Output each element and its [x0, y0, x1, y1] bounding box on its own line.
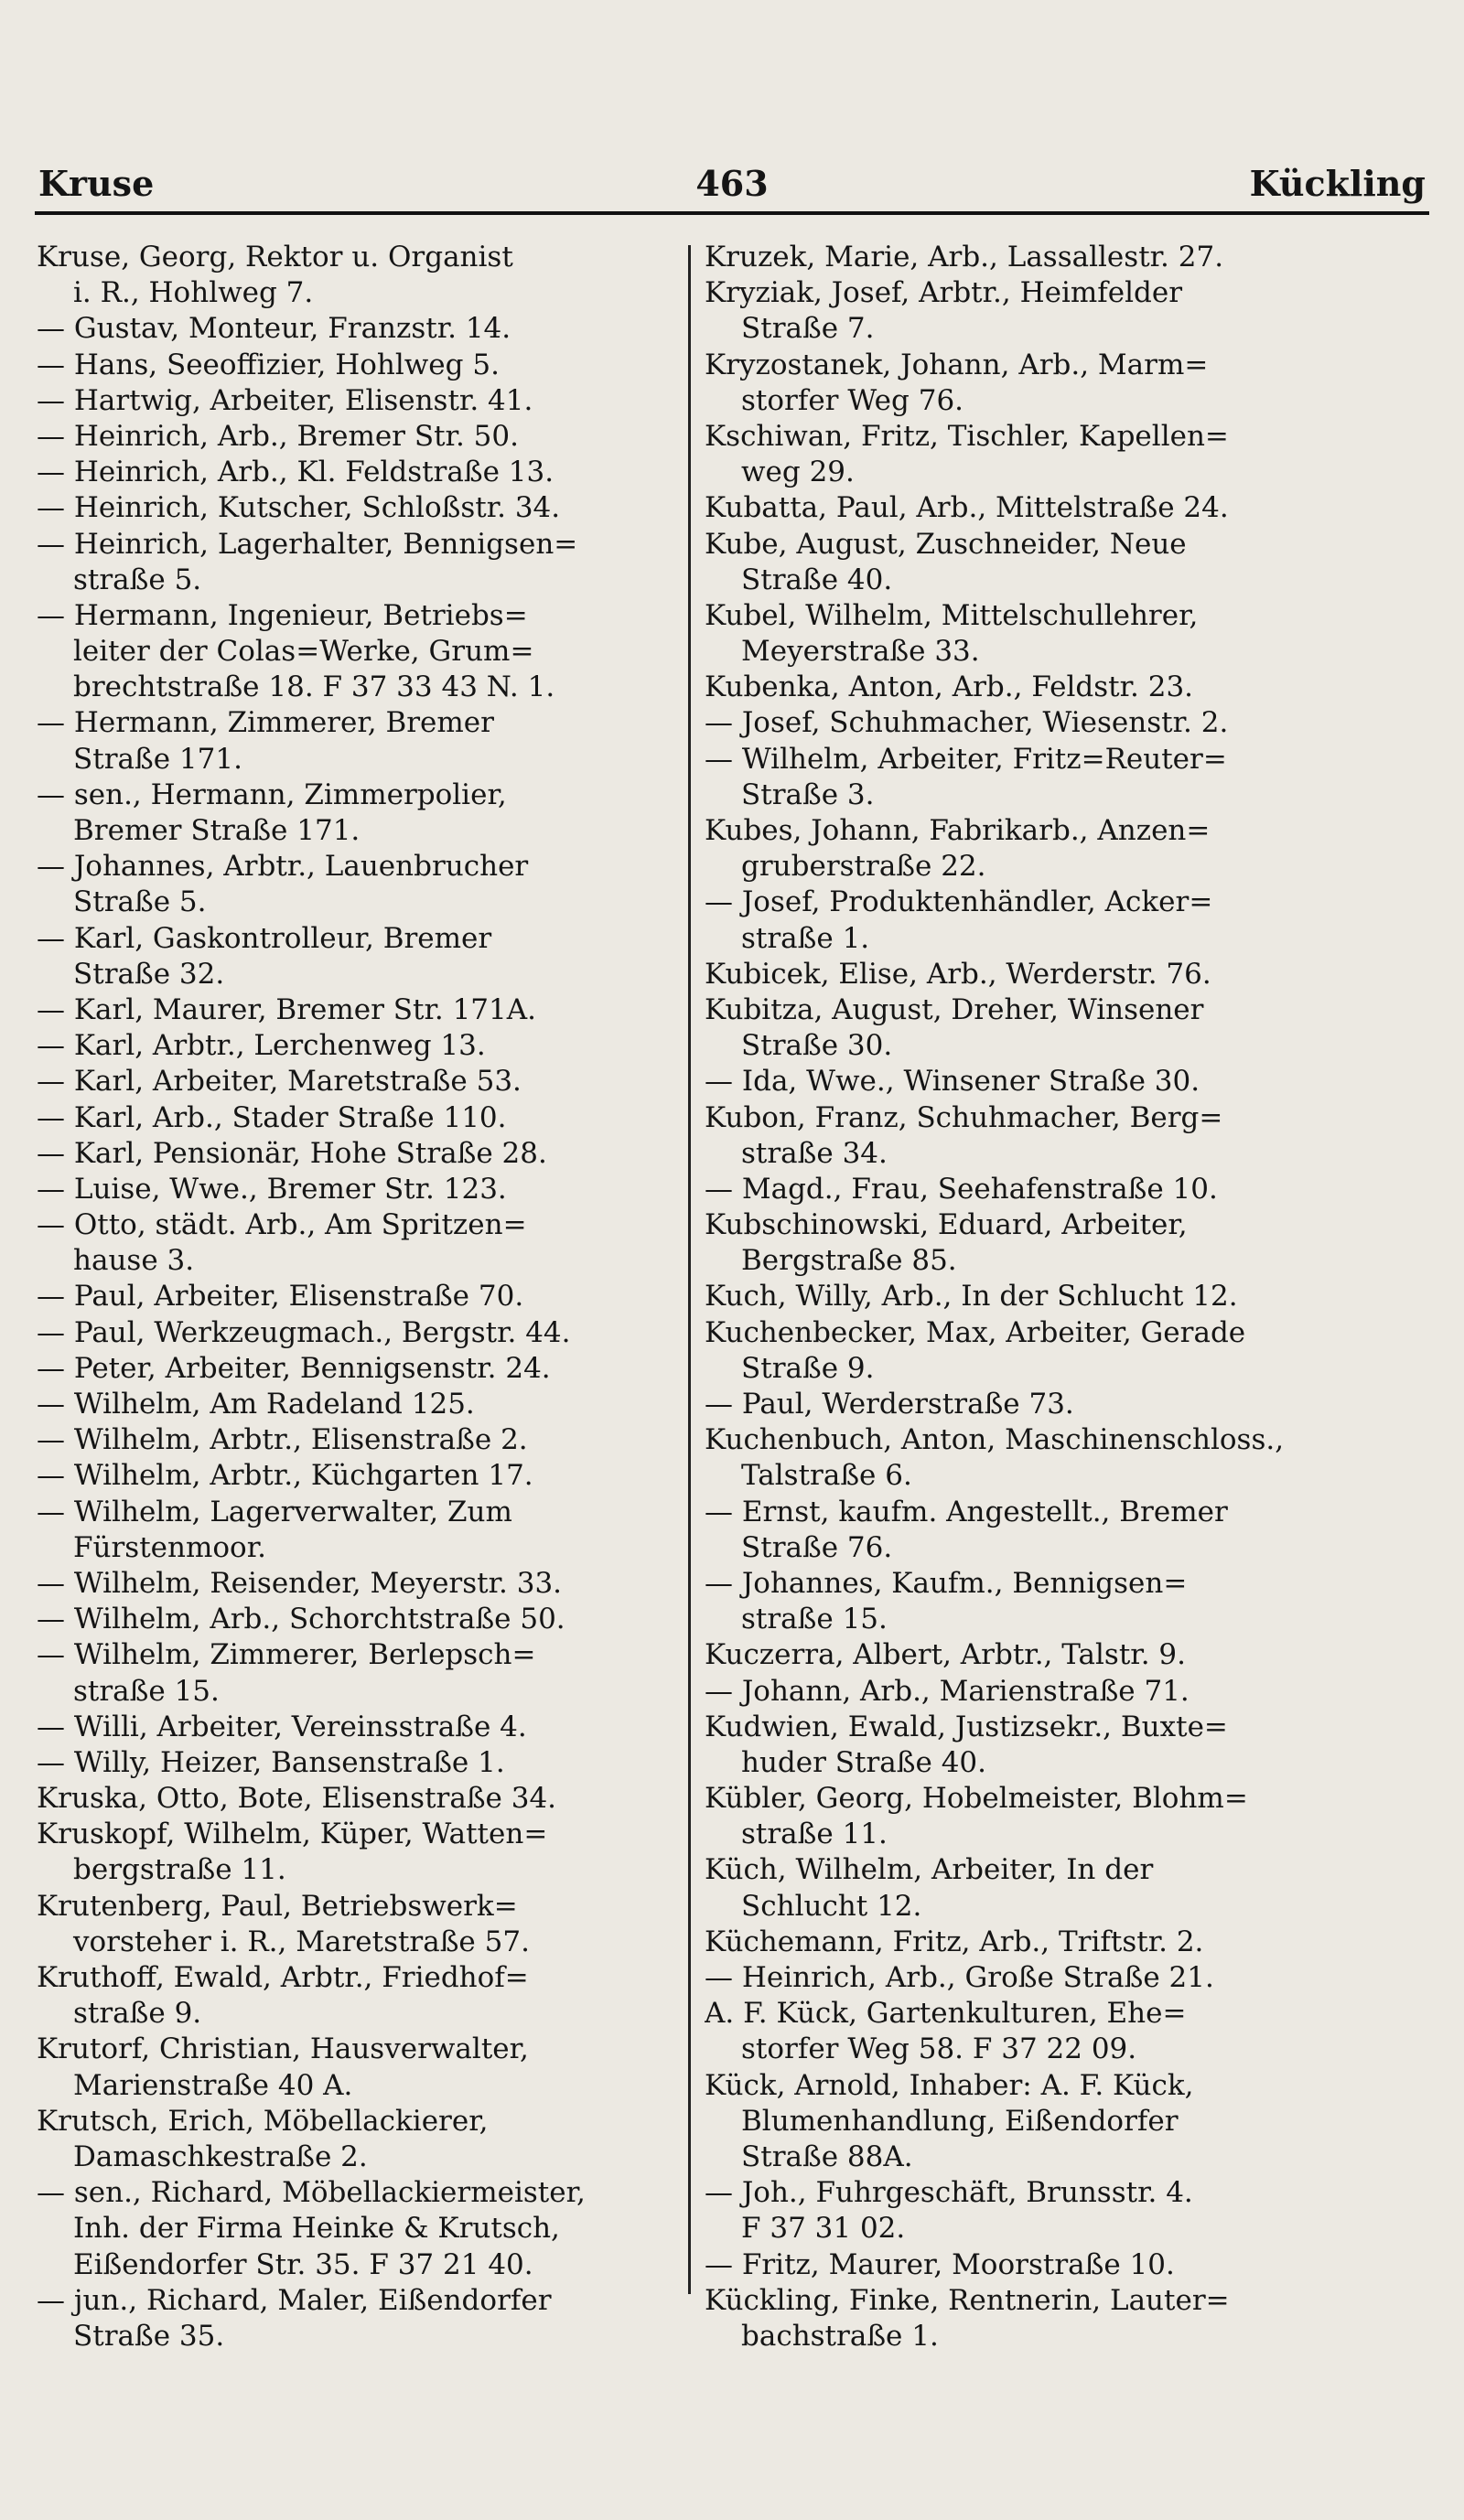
directory-line: Kubitza, August, Dreher, Winsener	[705, 992, 1204, 1026]
right-column	[705, 240, 1432, 2354]
directory-line: — Wilhelm, Zimmerer, Berlepsch=	[37, 1638, 536, 1672]
directory-line: — Karl, Arb., Stader Straße 110.	[37, 1100, 507, 1134]
directory-line: F 37 31 02.	[741, 2212, 906, 2246]
directory-line: — Magd., Frau, Seehafenstraße 10.	[705, 1172, 1218, 1206]
directory-line: — Paul, Werkzeugmach., Bergstr. 44.	[37, 1315, 571, 1349]
directory-line: Bergstraße 85.	[741, 1244, 957, 1278]
directory-line: — Hermann, Zimmerer, Bremer	[37, 706, 494, 740]
directory-line: straße 15.	[741, 1603, 888, 1636]
directory-line: i. R., Hohlweg 7.	[73, 276, 314, 310]
directory-line: — Wilhelm, Arbtr., Küchgarten 17.	[37, 1459, 533, 1493]
directory-line: — Karl, Arbeiter, Maretstraße 53.	[37, 1065, 522, 1099]
directory-line: Straße 9.	[741, 1351, 875, 1385]
directory-line: Küchemann, Fritz, Arb., Triftstr. 2.	[705, 1925, 1204, 1958]
directory-line: Damaschkestraße 2.	[73, 2139, 368, 2173]
directory-line: storfer Weg 76.	[741, 383, 964, 417]
page-number: 463	[695, 163, 769, 204]
directory-line: Straße 30.	[741, 1029, 893, 1063]
directory-line: Straße 35.	[73, 2319, 225, 2353]
directory-line: — Hermann, Ingenieur, Betriebs=	[37, 598, 528, 632]
directory-line: — Karl, Maurer, Bremer Str. 171A.	[37, 992, 536, 1026]
left-column	[37, 240, 677, 2354]
directory-line: — jun., Richard, Maler, Eißendorfer	[37, 2283, 552, 2317]
directory-line: — Wilhelm, Am Radeland 125.	[37, 1388, 475, 1421]
directory-line: — Johannes, Arbtr., Lauenbrucher	[37, 850, 529, 884]
directory-line: Kück, Arnold, Inhaber: A. F. Kück,	[705, 2068, 1194, 2102]
directory-line: Küch, Wilhelm, Arbeiter, In der	[705, 1853, 1154, 1887]
directory-line: hause 3.	[73, 1244, 195, 1278]
directory-line: straße 34.	[741, 1136, 888, 1170]
directory-line: — Paul, Werderstraße 73.	[705, 1388, 1074, 1421]
directory-line: straße 15.	[73, 1674, 220, 1708]
directory-line: A. F. Kück, Gartenkulturen, Ehe=	[705, 1997, 1187, 2031]
directory-line: — Johann, Arb., Marienstraße 71.	[705, 1674, 1190, 1708]
directory-line: — Hans, Seeoffizier, Hohlweg 5.	[37, 348, 500, 381]
directory-line: — Fritz, Maurer, Moorstraße 10.	[705, 2247, 1175, 2281]
directory-line: Blumenhandlung, Eißendorfer	[741, 2104, 1179, 2138]
header-left-keyword: Kruse	[38, 163, 155, 204]
directory-line: Kuchenbecker, Max, Arbeiter, Gerade	[705, 1315, 1246, 1349]
directory-line: brechtstraße 18. F 37 33 43 N. 1.	[73, 670, 555, 704]
directory-line: straße 5.	[73, 563, 202, 596]
directory-line: Straße 32.	[73, 957, 225, 991]
directory-line: Krutorf, Christian, Hausverwalter,	[37, 2032, 529, 2066]
directory-line: — Wilhelm, Arbtr., Elisenstraße 2.	[37, 1423, 528, 1457]
directory-line: Straße 76.	[741, 1530, 893, 1564]
directory-line: Straße 3.	[741, 777, 875, 811]
directory-line: Kruska, Otto, Bote, Elisenstraße 34.	[37, 1782, 557, 1816]
directory-line: Kubenka, Anton, Arb., Feldstr. 23.	[705, 670, 1194, 704]
header-right-keyword: Kückling	[1249, 163, 1426, 204]
directory-line: — Wilhelm, Arbeiter, Fritz=Reuter=	[705, 742, 1227, 776]
directory-line: gruberstraße 22.	[741, 850, 986, 884]
directory-line: — Otto, städt. Arb., Am Spritzen=	[37, 1208, 527, 1242]
directory-line: Bremer Straße 171.	[73, 814, 361, 847]
directory-line: Fürstenmoor.	[73, 1530, 266, 1564]
directory-line: Kschiwan, Fritz, Tischler, Kapellen=	[705, 419, 1229, 453]
directory-line: Kubon, Franz, Schuhmacher, Berg=	[705, 1100, 1223, 1134]
directory-line: Kuczerra, Albert, Arbtr., Talstr. 9.	[705, 1638, 1187, 1672]
directory-line: straße 9.	[73, 1997, 202, 2031]
directory-line: — Heinrich, Lagerhalter, Bennigsen=	[37, 527, 578, 561]
directory-line: straße 11.	[741, 1818, 888, 1851]
directory-line: — Heinrich, Arb., Bremer Str. 50.	[37, 419, 519, 453]
directory-line: — Heinrich, Kutscher, Schloßstr. 34.	[37, 491, 561, 525]
directory-line: bachstraße 1.	[741, 2319, 939, 2353]
directory-line: Schlucht 12.	[741, 1889, 922, 1923]
directory-line: Straße 88A.	[741, 2139, 913, 2173]
directory-line: storfer Weg 58. F 37 22 09.	[741, 2032, 1137, 2066]
directory-line: Kubschinowski, Eduard, Arbeiter,	[705, 1208, 1188, 1242]
directory-line: Kruthoff, Ewald, Arbtr., Friedhof=	[37, 1961, 529, 1994]
directory-line: vorsteher i. R., Maretstraße 57.	[73, 1925, 530, 1958]
directory-line: Kübler, Georg, Hobelmeister, Blohm=	[705, 1782, 1248, 1816]
directory-line: Kuchenbuch, Anton, Maschinenschloss.,	[705, 1423, 1285, 1457]
directory-line: weg 29.	[741, 456, 855, 489]
directory-line: Kückling, Finke, Rentnerin, Lauter=	[705, 2283, 1230, 2317]
directory-line: — Hartwig, Arbeiter, Elisenstr. 41.	[37, 383, 533, 417]
directory-line: Kubicek, Elise, Arb., Werderstr. 76.	[705, 957, 1211, 991]
directory-line: Kube, August, Zuschneider, Neue	[705, 527, 1187, 561]
directory-line: Straße 7.	[741, 312, 875, 346]
directory-line: — Joh., Fuhrgeschäft, Brunsstr. 4.	[705, 2176, 1193, 2210]
directory-line: — Wilhelm, Lagerverwalter, Zum	[37, 1495, 512, 1528]
directory-line: Kryziak, Josef, Arbtr., Heimfelder	[705, 276, 1183, 310]
directory-line: Talstraße 6.	[741, 1459, 912, 1493]
directory-line: — Ida, Wwe., Winsener Straße 30.	[705, 1065, 1200, 1099]
directory-line: — Gustav, Monteur, Franzstr. 14.	[37, 312, 511, 346]
directory-line: Kudwien, Ewald, Justizsekr., Buxte=	[705, 1710, 1228, 1743]
directory-line: — Josef, Produktenhändler, Acker=	[705, 885, 1213, 919]
directory-line: — Heinrich, Arb., Große Straße 21.	[705, 1961, 1214, 1994]
page-header	[38, 163, 1426, 218]
directory-line: Krutenberg, Paul, Betriebswerk=	[37, 1889, 518, 1923]
directory-line: Straße 5.	[73, 885, 207, 919]
directory-line: — Peter, Arbeiter, Bennigsenstr. 24.	[37, 1351, 551, 1385]
directory-line: — Paul, Arbeiter, Elisenstraße 70.	[37, 1280, 524, 1314]
directory-line: — Wilhelm, Arb., Schorchtstraße 50.	[37, 1603, 565, 1636]
directory-line: Meyerstraße 33.	[741, 635, 980, 669]
directory-line: bergstraße 11.	[73, 1853, 286, 1887]
directory-line: — sen., Richard, Möbellackiermeister,	[37, 2176, 586, 2210]
directory-line: — Josef, Schuhmacher, Wiesenstr. 2.	[705, 706, 1229, 740]
directory-line: Eißendorfer Str. 35. F 37 21 40.	[73, 2247, 533, 2281]
directory-line: Krutsch, Erich, Möbellackierer,	[37, 2104, 489, 2138]
directory-line: — Heinrich, Arb., Kl. Feldstraße 13.	[37, 456, 554, 489]
directory-line: Straße 171.	[73, 742, 242, 776]
directory-line: — sen., Hermann, Zimmerpolier,	[37, 777, 507, 811]
directory-line: — Johannes, Kaufm., Bennigsen=	[705, 1566, 1188, 1600]
directory-line: Kuch, Willy, Arb., In der Schlucht 12.	[705, 1280, 1238, 1314]
directory-line: Kryzostanek, Johann, Arb., Marm=	[705, 348, 1209, 381]
directory-line: Marienstraße 40 A.	[73, 2068, 353, 2102]
directory-line: Kubes, Johann, Fabrikarb., Anzen=	[705, 814, 1211, 847]
directory-line: Kruzek, Marie, Arb., Lassallestr. 27.	[705, 241, 1224, 273]
header-rule	[35, 211, 1429, 215]
directory-line: Kubel, Wilhelm, Mittelschullehrer,	[705, 598, 1199, 632]
directory-line: — Ernst, kaufm. Angestellt., Bremer	[705, 1495, 1228, 1528]
directory-line: Kruskopf, Wilhelm, Küper, Watten=	[37, 1818, 548, 1851]
column-divider	[688, 245, 691, 2294]
directory-line: straße 1.	[741, 921, 870, 955]
directory-line: — Luise, Wwe., Bremer Str. 123.	[37, 1172, 507, 1206]
directory-line: — Karl, Pensionär, Hohe Straße 28.	[37, 1136, 547, 1170]
directory-line: leiter der Colas=Werke, Grum=	[73, 635, 534, 669]
directory-line: Kubatta, Paul, Arb., Mittelstraße 24.	[705, 491, 1229, 525]
directory-line: — Wilhelm, Reisender, Meyerstr. 33.	[37, 1566, 563, 1600]
directory-line: — Willi, Arbeiter, Vereinsstraße 4.	[37, 1710, 527, 1743]
directory-line: — Willy, Heizer, Bansenstraße 1.	[37, 1745, 505, 1779]
directory-line: huder Straße 40.	[741, 1745, 986, 1779]
directory-line: Inh. der Firma Heinke & Krutsch,	[73, 2212, 560, 2246]
directory-line: — Karl, Arbtr., Lerchenweg 13.	[37, 1029, 486, 1063]
directory-line: Straße 40.	[741, 563, 893, 596]
directory-line: Kruse, Georg, Rektor u. Organist	[37, 241, 513, 273]
directory-line: — Karl, Gaskontrolleur, Bremer	[37, 921, 492, 955]
